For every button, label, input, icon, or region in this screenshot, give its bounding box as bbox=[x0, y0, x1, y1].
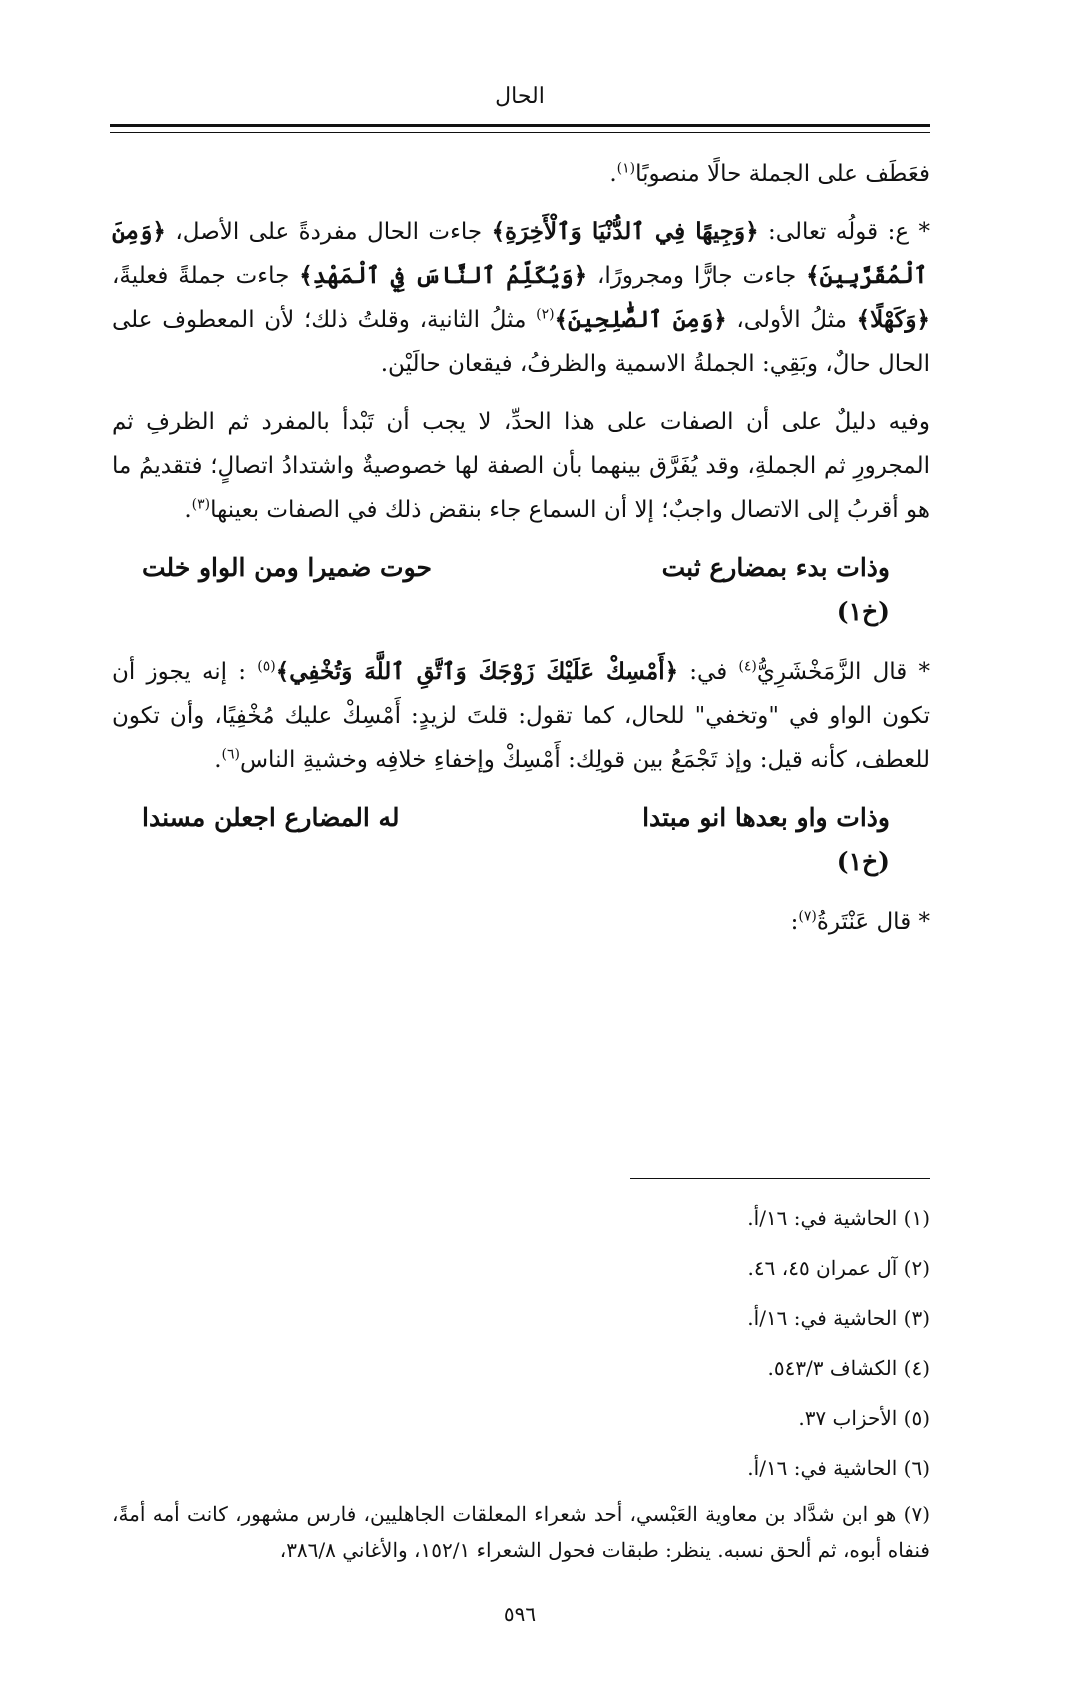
paragraph-text: وفيه دليلٌ على أن الصفات على هذا الحدِّ، لا يجب أن تَبْدأ بالمفرد ثم الظرفِ ثم المجرورِ ثم الجملةِ، وقد يُفَرَّق بينهما بأن الصفة لها خصوصيةٌ واشتدادُ اتصالٍ؛ فتقديمُ ما هو أقربُ إلى الاتصال واجبٌ؛ إلا أن السماع جاء بنقض ذلك في الصفات بعينها bbox=[112, 409, 930, 523]
paragraph-text: جاءت جملةً فعليةً، bbox=[112, 263, 290, 289]
quran-quote: ﴿وَجِيهًا فِي ٱلدُّنْيَا وَٱلْأَخِرَةِ﴾ bbox=[491, 218, 759, 245]
running-header: الحال bbox=[495, 84, 545, 109]
paragraph-text: * قال الزَّمَخْشَرِيُّ bbox=[756, 659, 930, 685]
quran-quote: ﴿وَمِنَ ٱلْمُقَرَّبِينَ﴾ bbox=[112, 218, 928, 289]
manuscript-tag: (خ١) bbox=[836, 847, 890, 876]
header-rule-thick bbox=[110, 124, 930, 127]
punctuation: . bbox=[214, 747, 222, 773]
footnote: (١) الحاشية في: ١٦/أ. bbox=[747, 1206, 930, 1230]
quran-quote: ﴿وَمِنَ ٱلصَّٰلِحِينَ﴾ bbox=[554, 306, 727, 333]
paragraph-3 bbox=[112, 400, 930, 532]
quran-quote: ﴿أَمْسِكْ عَلَيْكَ زَوْجَكَ وَٱتَّقِ ٱللَّهَ وَتُخْفِي﴾ bbox=[275, 658, 679, 685]
punctuation: . bbox=[609, 161, 617, 187]
punctuation: : bbox=[790, 909, 799, 935]
footnote: (٤) الكشاف ٥٤٣/٣. bbox=[767, 1356, 930, 1380]
punctuation: . bbox=[184, 497, 192, 523]
paragraph-5 bbox=[112, 900, 930, 944]
paragraph-text: * قال عَنْتَرةُ bbox=[816, 909, 930, 935]
paragraph-text: مثلُ الثانية، وقلتُ ذلك؛ لأن المعطوف على الحال حالٌ، وبَقِي: الجملةُ الاسمية والظرفُ، فيقعان حالَيْن. bbox=[112, 307, 930, 377]
footnote-separator bbox=[630, 1178, 930, 1179]
footnote-ref: (٤) bbox=[738, 658, 757, 675]
footnote-ref: (٥) bbox=[257, 658, 276, 675]
footnotes bbox=[112, 1196, 930, 1574]
quran-quote: ﴿وَكَهْلًا﴾ bbox=[856, 306, 931, 333]
paragraph-text: مثلُ الأولى، bbox=[726, 307, 847, 333]
verse-first-hemistich: وذات بدء بمضارع ثبت bbox=[661, 553, 890, 582]
paragraph-text: جاءت الحال مفردةً على الأصل، bbox=[165, 219, 483, 245]
manuscript-tag: (خ١) bbox=[836, 597, 890, 626]
footnote-ref: (٦) bbox=[221, 746, 240, 763]
footnote: (٦) الحاشية في: ١٦/أ. bbox=[747, 1456, 930, 1480]
paragraph-text: فعَطَف على الجملة حالًا منصوبًا bbox=[635, 161, 930, 187]
footnote: (٣) الحاشية في: ١٦/أ. bbox=[747, 1306, 930, 1330]
footnote-ref: (٢) bbox=[536, 306, 555, 323]
verse-second-hemistich: له المضارع اجعلن مسندا bbox=[142, 803, 400, 832]
footnote: (٢) آل عمران ٤٥، ٤٦. bbox=[747, 1256, 930, 1280]
footnote-ref: (١) bbox=[616, 160, 636, 177]
page-number: ٥٩٦ bbox=[503, 1602, 537, 1626]
paragraph-text: في: bbox=[678, 659, 728, 685]
poem-verse-2 bbox=[112, 796, 930, 840]
paragraph-1 bbox=[112, 152, 930, 196]
footnote: (٧) هو ابن شدَّاد بن معاوية العَبْسي، أحد شعراء المعلقات الجاهليين، فارس مشهور، كانت أمه أمةً، فنفاه أبوه، ثم ألحق نسبه. ينظر: طبقات فحول الشعراء ١٥٢/١، والأغاني ٣٨٦/٨، bbox=[112, 1502, 930, 1562]
main-text bbox=[112, 152, 930, 958]
quran-quote: ﴿وَيُكَلِّمُ ٱلنَّاسَ فِي ٱلْمَهْدِ﴾ bbox=[299, 262, 588, 289]
paragraph-2 bbox=[112, 210, 930, 386]
verse-first-hemistich: وذات واو بعدها انو مبتدا bbox=[642, 803, 890, 832]
paragraph-4 bbox=[112, 650, 930, 782]
paragraph-text: جاءت جارًّا ومجرورًا، bbox=[587, 263, 797, 289]
paragraph-text: * ع: قولُه تعالى: bbox=[758, 219, 930, 245]
footnote: (٥) الأحزاب ٣٧. bbox=[798, 1406, 930, 1430]
header-rule-thin bbox=[110, 132, 930, 133]
paragraph-text: : إنه يجوز أن تكون الواو في "وتخفي" للحال، كما تقول: قلتَ لزيدٍ: أَمْسِكْ عليك مُخْفِيًا، وأن تكون للعطف، كأنه قيل: وإذ تَجْمَعُ بين قولِك: أَمْسِكْ وإخفاءِ خلافِه وخشيةِ الناس bbox=[112, 659, 930, 773]
footnote-ref: (٣) bbox=[191, 496, 211, 513]
footnote-ref: (٧) bbox=[798, 908, 817, 925]
verse-second-hemistich: حوت ضميرا ومن الواو خلت bbox=[142, 553, 432, 582]
poem-verse-1 bbox=[112, 546, 930, 590]
